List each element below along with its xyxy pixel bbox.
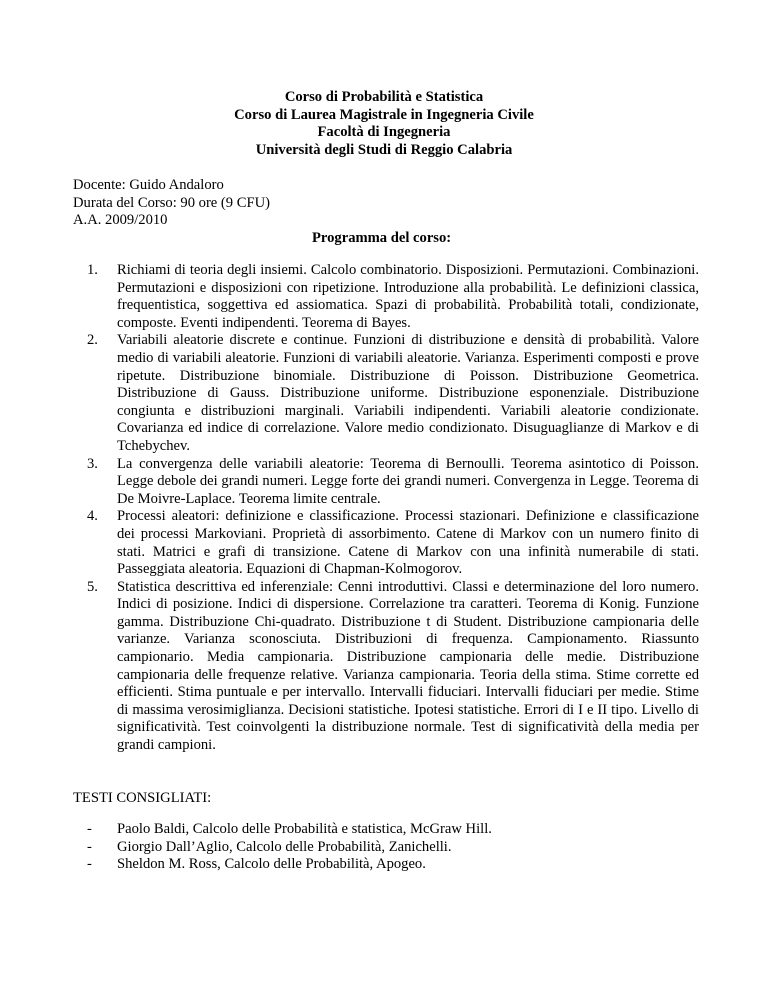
program-item-number: 1.	[87, 262, 98, 278]
program-title: Programma del corso:	[312, 230, 452, 246]
program-item-text: Richiami di teoria degli insiemi. Calcolo combinatorio. Disposizioni. Permutazioni. Combinazioni. Permutazioni e disposizioni con ripetizione. Introduzione alla probabilità. Le definizioni classica, frequentistica, soggettiva ed assiomatica. Spazi di probabilità. Probabilità totali, condizionate, composte. Eventi indipendenti. Teorema di Bayes.	[117, 262, 699, 331]
degree-title: Corso di Laurea Magistrale in Ingegneria Civile	[234, 106, 534, 123]
dash-bullet: -	[87, 856, 92, 873]
university-title: Università degli Studi di Reggio Calabria	[255, 141, 513, 158]
recommended-books-title: TESTI CONSIGLIATI:	[73, 790, 212, 806]
program-item	[73, 579, 699, 755]
dash-bullet: -	[87, 821, 92, 837]
teacher-line: Docente: Guido Andaloro	[73, 177, 224, 193]
book-text: Sheldon M. Ross, Calcolo delle Probabilità, Apogeo.	[117, 856, 426, 873]
faculty-title: Facoltà di Ingegneria	[317, 124, 451, 141]
academic-year-line: A.A. 2009/2010	[73, 212, 168, 229]
program-item	[73, 332, 699, 455]
document-header	[0, 89, 768, 159]
book-item	[73, 856, 713, 874]
program-item-number: 3.	[87, 455, 98, 472]
course-title: Corso di Probabilità e Statistica	[284, 89, 484, 105]
program-item-text: Processi aleatori: definizione e classificazione. Processi stazionari. Definizione e classificazione dei processi Markoviani. Proprietà di assorbimento. Catene di Markov con un numero finito di stati. Matrici e grafi di transizione. Catene di Markov con una infinità numerabile di stati. Passeggiata aleatoria. Equazioni di Chapman-Kolmogorov.	[117, 508, 699, 578]
recommended-books-list	[73, 821, 713, 874]
course-info	[73, 177, 713, 230]
program-item	[73, 456, 699, 509]
duration-line: Durata del Corso: 90 ore (9 CFU)	[73, 194, 270, 211]
book-text: Giorgio Dall’Aglio, Calcolo delle Probabilità, Zanichelli.	[117, 838, 452, 855]
program-item-text: Statistica descrittiva ed inferenziale: Cenni introduttivi. Classi e determinazione del loro numero. Indici di posizione. Indici di dispersione. Correlazione tra caratteri. Teorema di Konig. Funzione gamma. Distribuzione Chi-quadrato. Distribuzione t di Student. Distribuzione campionaria delle varianze. Varianza sconosciuta. Distribuzioni di frequenza. Campionamento. Riassunto campionario. Media campionaria. Distribuzione campionaria delle medie. Distribuzione campionaria delle frequenze relative. Varianza campionaria. Teoria della stima. Stime corrette ed efficienti. Stima puntuale e per intervallo. Intervalli fiduciari. Intervalli fiduciari per medie. Stime di massima verosimiglianza. Decisioni statistiche. Ipotesi statistiche. Errori di I e II tipo. Livello di significatività. Test coinvolgenti la distribuzione normale. Test di significatività della media per grandi campioni.	[117, 578, 699, 754]
dash-bullet: -	[87, 838, 92, 855]
program-list	[73, 262, 699, 755]
program-item	[73, 508, 699, 578]
program-item-number: 5.	[87, 578, 98, 595]
program-item-number: 2.	[87, 332, 98, 349]
program-item-text: La convergenza delle variabili aleatorie: Teorema di Bernoulli. Teorema asintotico di Poisson. Legge debole dei grandi numeri. Legge forte dei grandi numeri. Convergenza in Legge. Teorema di De Moivre-Laplace. Teorema limite centrale.	[117, 455, 699, 507]
book-item	[73, 821, 713, 839]
program-item	[73, 262, 699, 332]
program-item-text: Variabili aleatorie discrete e continue. Funzioni di distribuzione e densità di probabilità. Valore medio di variabili aleatorie. Funzioni di variabili aleatorie. Varianza. Esperimenti composti e prove ripetute. Distribuzione binomiale. Distribuzione di Poisson. Distribuzione Geometrica. Distribuzione di Gauss. Distribuzione uniforme. Distribuzione esponenziale. Distribuzione congiunta e distribuzioni marginali. Variabili indipendenti. Variabili aleatorie condizionate. Covarianza ed indice di correlazione. Valore medio condizionato. Disuguaglianze di Markov e di Tchebychev.	[117, 332, 699, 454]
program-item-number: 4.	[87, 508, 98, 525]
book-item	[73, 839, 713, 857]
book-text: Paolo Baldi, Calcolo delle Probabilità e statistica, McGraw Hill.	[117, 821, 492, 837]
